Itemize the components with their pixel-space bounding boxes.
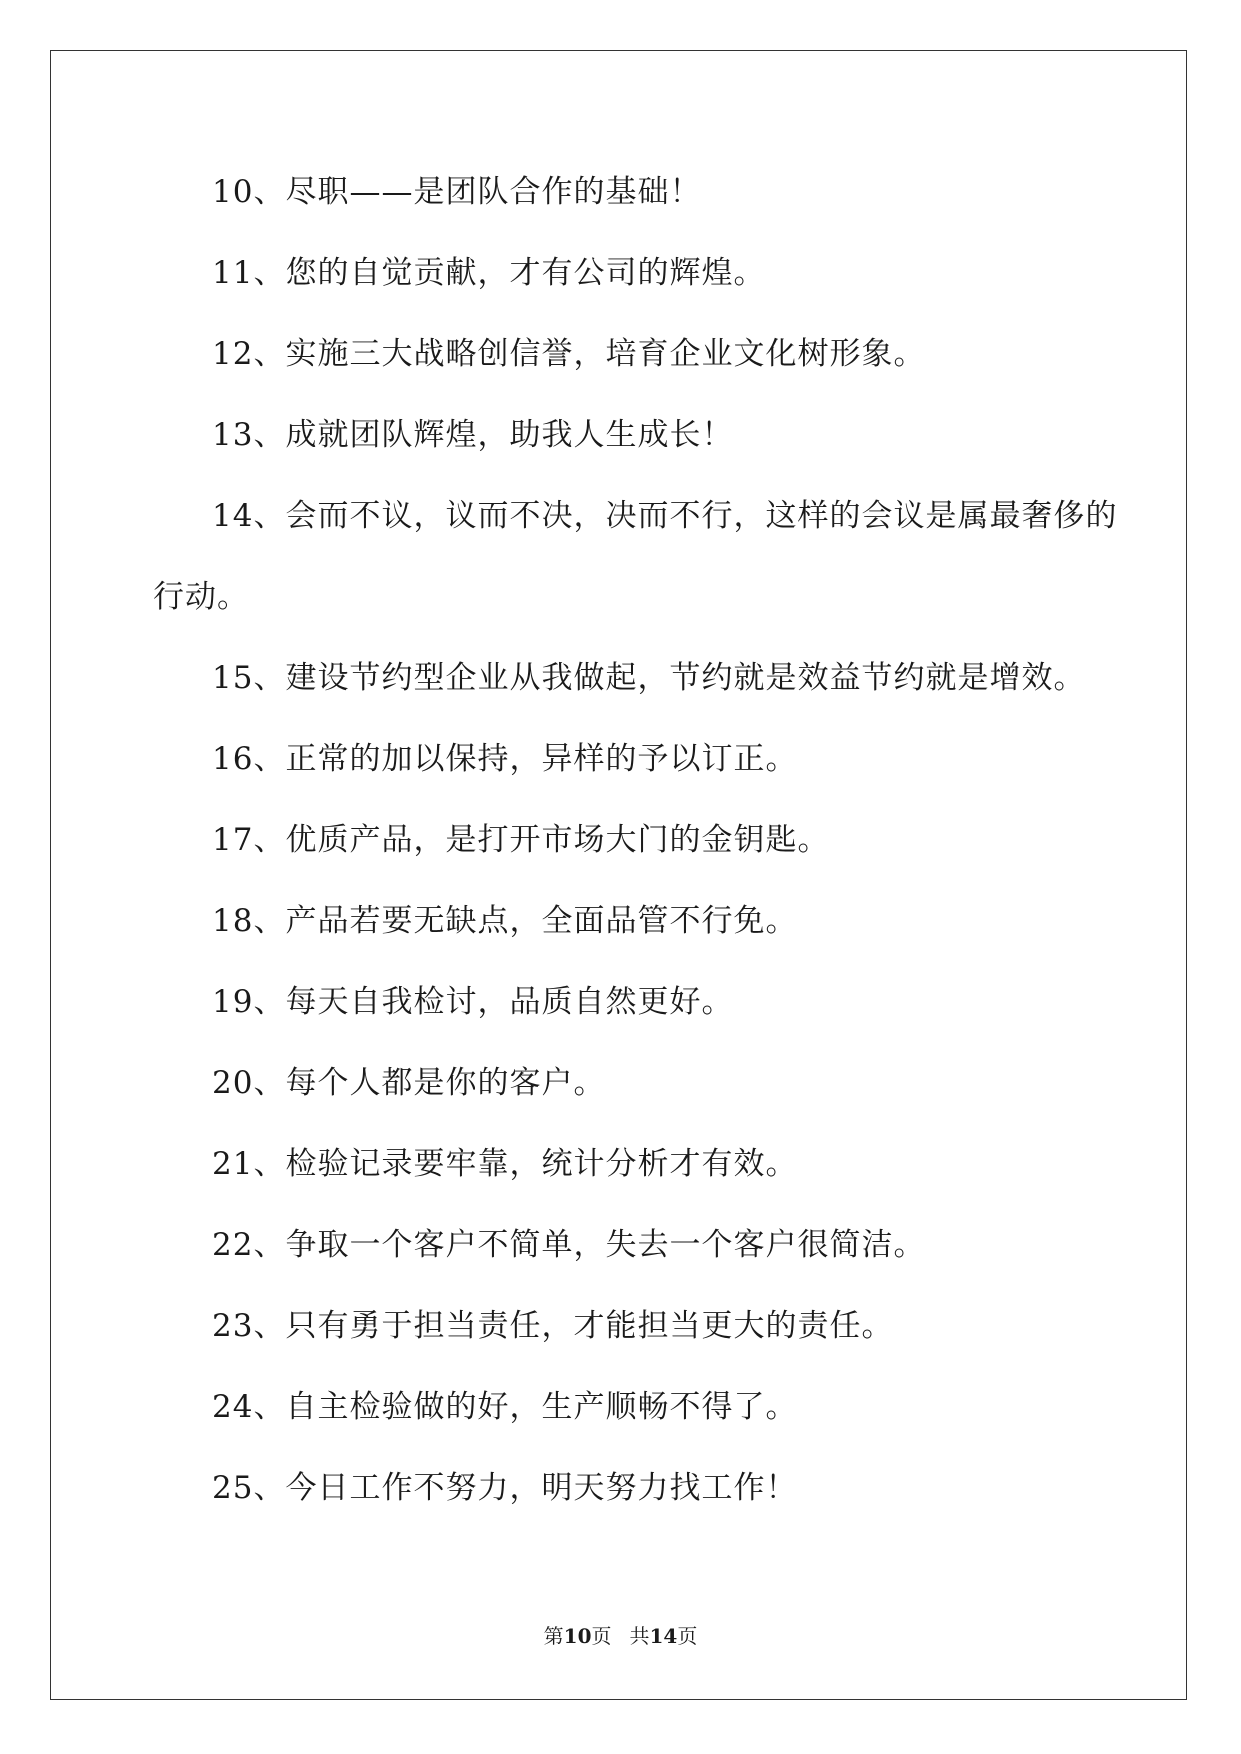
paragraph-line: 25、今日工作不努力，明天努力找工作！ (212, 1470, 798, 1506)
paragraph-line: 24、自主检验做的好，生产顺畅不得了。 (212, 1389, 798, 1425)
paragraph-line: 20、每个人都是你的客户。 (212, 1065, 606, 1101)
total-suffix: 页 (677, 1624, 698, 1648)
page-suffix: 页 (591, 1624, 612, 1648)
paragraph-line: 12、实施三大战略创信誉，培育企业文化树形象。 (212, 336, 926, 372)
paragraph-line: 15、建设节约型企业从我做起，节约就是效益节约就是增效。 (212, 660, 1086, 696)
paragraph-line: 14、会而不议，议而不决，决而不行，这样的会议是属最奢侈的 (212, 498, 1118, 534)
paragraph-line-continuation: 行动。 (153, 579, 249, 615)
paragraph-line: 23、只有勇于担当责任，才能担当更大的责任。 (212, 1308, 894, 1344)
paragraph-line: 16、正常的加以保持，异样的予以订正。 (212, 741, 798, 777)
paragraph-line: 13、成就团队辉煌，助我人生成长！ (212, 417, 734, 453)
total-pages-label (630, 1624, 698, 1648)
paragraph-line: 11、您的自觉贡献，才有公司的辉煌。 (212, 255, 766, 291)
paragraph-line: 21、检验记录要牢靠，统计分析才有效。 (212, 1146, 798, 1182)
paragraph-line: 22、争取一个客户不简单，失去一个客户很简洁。 (212, 1227, 926, 1263)
paragraph-line: 17、优质产品，是打开市场大门的金钥匙。 (212, 822, 830, 858)
page-number-label (544, 1624, 612, 1648)
paragraph-line: 18、产品若要无缺点，全面品管不行免。 (212, 903, 798, 939)
total-prefix: 共 (629, 1624, 650, 1648)
page-number: 10 (563, 1624, 592, 1648)
document-body (153, 152, 1153, 1529)
total-pages: 14 (649, 1624, 678, 1648)
paragraph-line: 10、尽职——是团队合作的基础！ (212, 174, 702, 210)
paragraph-line: 19、每天自我检讨，品质自然更好。 (212, 984, 734, 1020)
page-footer (0, 1622, 1241, 1650)
page-prefix: 第 (543, 1624, 564, 1648)
